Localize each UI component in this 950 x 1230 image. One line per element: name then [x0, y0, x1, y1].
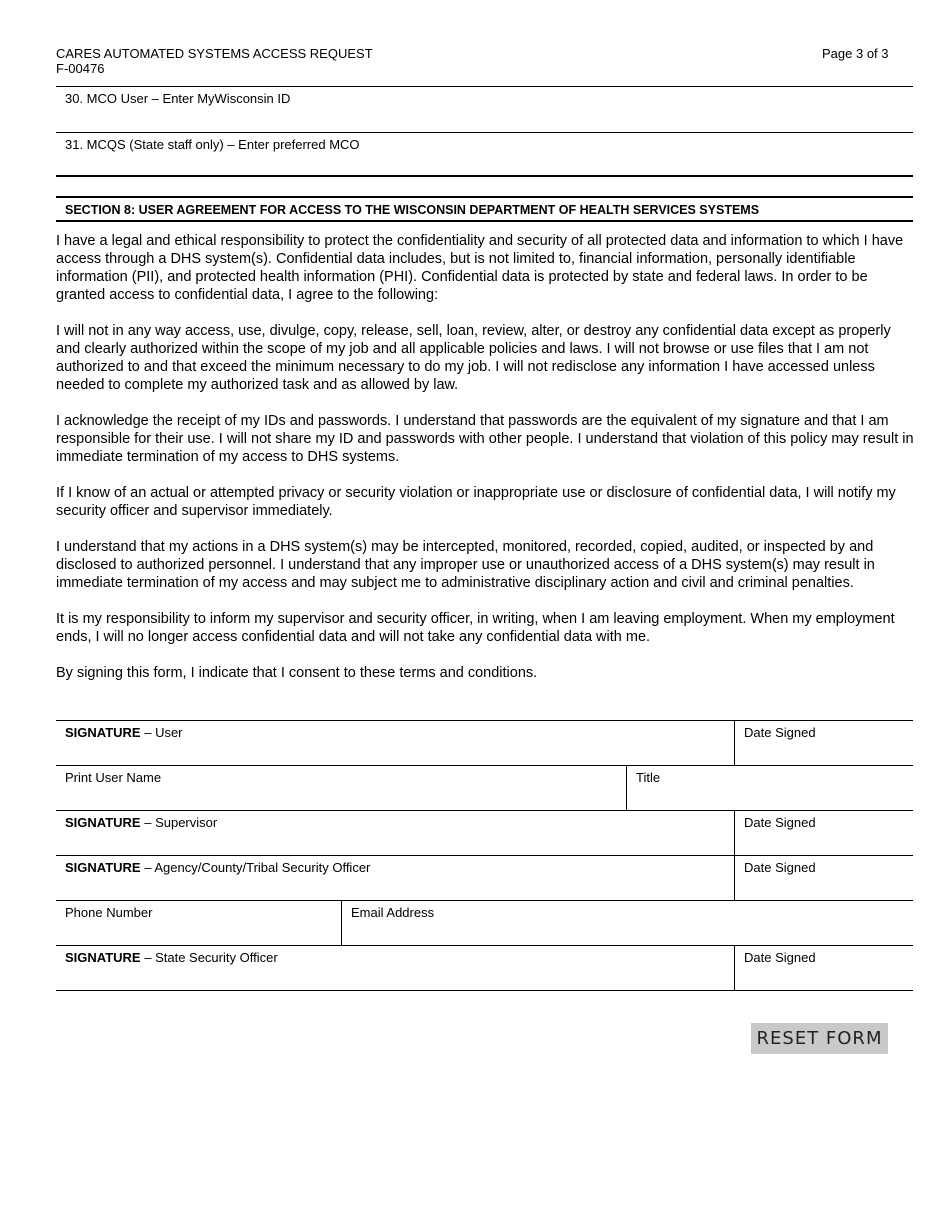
title-field[interactable] — [626, 766, 913, 810]
section-8-title-text: SECTION 8: USER AGREEMENT FOR ACCESS TO THE WISCONSIN DEPARTMENT OF HEALTH SERVICES SYSTEMS — [65, 203, 760, 217]
signature-row-user — [56, 720, 913, 765]
print-user-name-label: Print User Name — [65, 770, 162, 785]
agreement-paragraph: It is my responsibility to inform my supervisor and security officer, in writing, when I am leaving employment. When my employment ends, I will no longer access confidential data and will not take any confidential data with me. — [56, 611, 895, 645]
signature-row-state-officer — [56, 945, 913, 991]
page-indicator: Page 3 of 3 — [822, 46, 889, 61]
security-officer-signature-label: – Agency/County/Tribal Security Officer — [140, 860, 371, 875]
signature-label: SIGNATURE — [65, 725, 141, 740]
supervisor-signature-label: – Supervisor — [140, 815, 218, 830]
supervisor-date-signed-field[interactable] — [734, 811, 913, 855]
form-title: CARES AUTOMATED SYSTEMS ACCESS REQUEST — [56, 46, 373, 61]
user-date-signed-field[interactable] — [734, 721, 913, 765]
section-8-title — [56, 196, 913, 222]
security-officer-date-signed-field[interactable] — [734, 856, 913, 900]
signature-label: SIGNATURE — [65, 950, 141, 965]
agreement-paragraph: I have a legal and ethical responsibility to protect the confidentiality and security of all protected data and information to which I have access through a DHS system(s). Confidential data includes, but is not limited to, financial information, personally identifiable information (PII), and protected health information (PHI). Confidential data is protected by state and federal laws. In order to be granted access to confidential data, I agree to the following: — [56, 233, 904, 303]
phone-number-label: Phone Number — [65, 905, 153, 920]
agreement-paragraph: I understand that my actions in a DHS system(s) may be intercepted, monitored, recorded, copied, audited, or inspected by and disclosed to authorized personnel. I understand that any improper use or unauthorized access of a DHS system(s) may result in immediate termination of my access and may subject me to administrative disciplinary action and civil and criminal penalties. — [56, 539, 875, 591]
print-user-name-field[interactable] — [56, 766, 626, 810]
divider — [56, 175, 913, 177]
date-signed-label: Date Signed — [744, 725, 816, 740]
signature-label: SIGNATURE — [65, 860, 141, 875]
signature-table — [56, 720, 913, 991]
title-label: Title — [636, 770, 661, 785]
user-signature-field[interactable] — [56, 721, 734, 765]
agreement-paragraph: If I know of an actual or attempted privacy or security violation or inappropriate use or disclosure of confidential data, I will notify my security officer and supervisor immediately. — [56, 485, 896, 519]
form-number: F-00476 — [56, 61, 105, 76]
reset-form-button[interactable]: RESET FORM — [751, 1023, 888, 1054]
signature-row-security-officer — [56, 855, 913, 900]
date-signed-label: Date Signed — [744, 815, 816, 830]
date-signed-label: Date Signed — [744, 860, 816, 875]
supervisor-signature-field[interactable] — [56, 811, 734, 855]
email-address-label: Email Address — [351, 905, 435, 920]
mco-user-field[interactable] — [56, 87, 913, 132]
email-address-field[interactable] — [341, 901, 913, 945]
agreement-paragraph: By signing this form, I indicate that I consent to these terms and conditions. — [56, 665, 538, 681]
contact-row — [56, 900, 913, 945]
mcqs-label: 31. MCQS (State staff only) – Enter preferred MCO — [65, 137, 360, 152]
phone-number-field[interactable] — [56, 901, 341, 945]
user-signature-label: – User — [140, 725, 183, 740]
signature-label: SIGNATURE — [65, 815, 141, 830]
date-signed-label: Date Signed — [744, 950, 816, 965]
mco-user-label: 30. MCO User – Enter MyWisconsin ID — [65, 91, 291, 106]
signature-row-supervisor — [56, 810, 913, 855]
user-agreement-text — [56, 232, 916, 700]
agreement-paragraph: I acknowledge the receipt of my IDs and passwords. I understand that passwords are the equivalent of my signature and that I am responsible for their use. I will not share my ID and passwords with other people. I understand that violation of this policy may result in immediate termination of my access to DHS systems. — [56, 413, 914, 465]
state-officer-date-signed-field[interactable] — [734, 946, 913, 990]
state-officer-signature-field[interactable] — [56, 946, 734, 990]
agreement-paragraph: I will not in any way access, use, divulge, copy, release, sell, loan, review, alter, or destroy any confidential data except as properly and clearly authorized within the scope of my job and all applicable policies and laws. I will not browse or use files that I am not authorized to and that exceed the minimum necessary to do my job. I will not redisclose any information I have accessed unless needed to complete my authorized task and as allowed by law. — [56, 323, 891, 393]
user-name-row — [56, 765, 913, 810]
mcqs-field[interactable] — [56, 133, 913, 175]
security-officer-signature-field[interactable] — [56, 856, 734, 900]
state-officer-signature-label: – State Security Officer — [140, 950, 278, 965]
